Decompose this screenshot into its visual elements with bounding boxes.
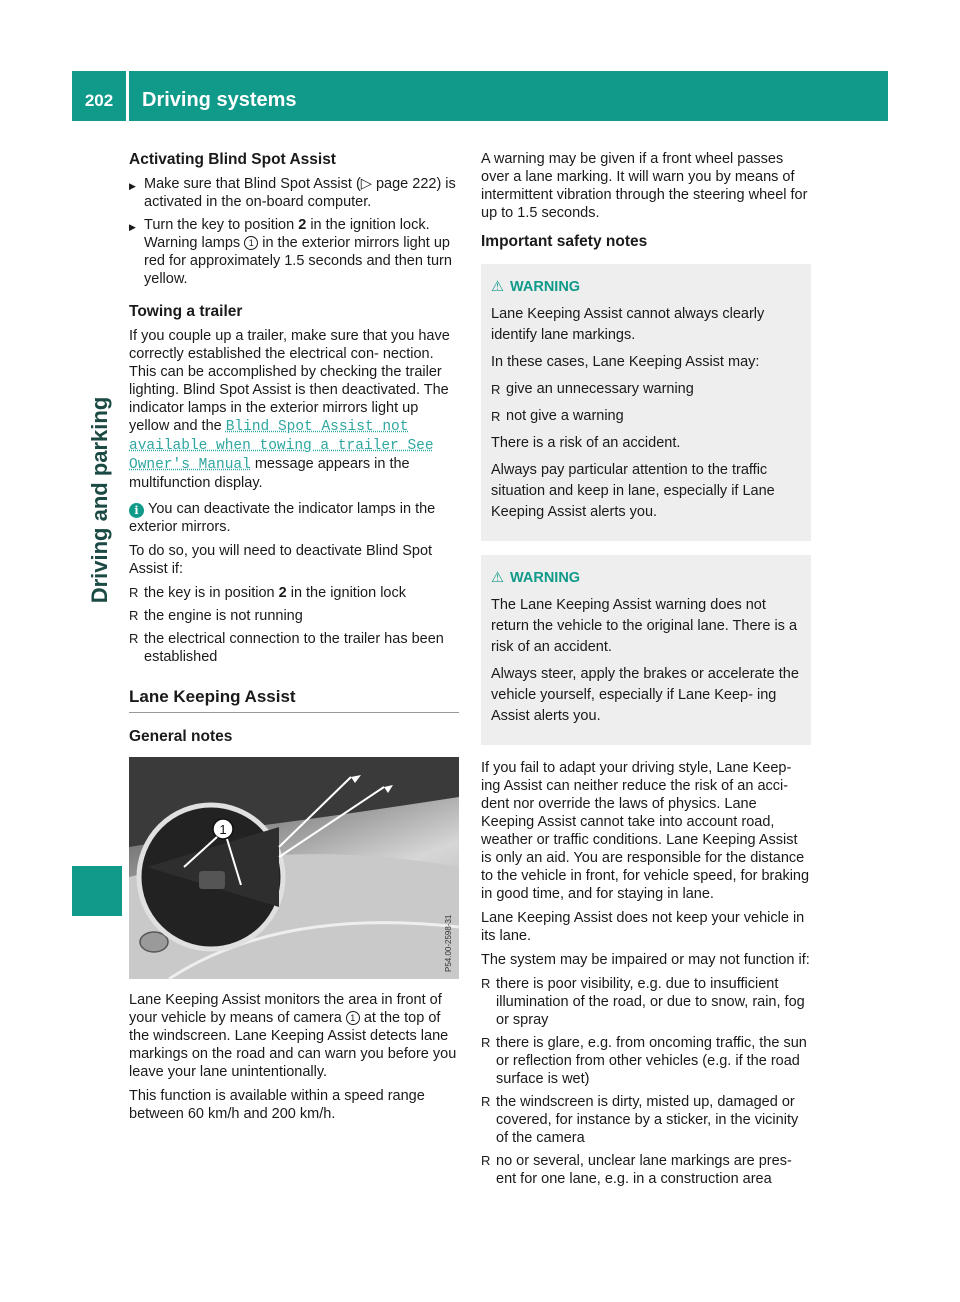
warning-box-1: [481, 264, 811, 541]
info-line-1: You can deactivate the indicator lamps in the exterior mirrors.: [129, 501, 436, 535]
warning-label: WARNING: [510, 279, 581, 295]
callout-1-icon: 1: [346, 1011, 360, 1025]
lane-heading: Lane Keeping Assist: [129, 687, 296, 706]
w2-p2: Always steer, apply the brakes or accelerate the vehicle yourself, especially if Lane Keep- ing Assist alerts you.: [491, 666, 799, 724]
step-2-text-d: in the exterior mirrors light up red for approximately 1.5 seconds and then turn yellow.: [144, 235, 452, 287]
towing-heading: Towing a trailer: [129, 303, 243, 320]
info-b3-text: the electrical connection to the trailer has been established: [144, 631, 444, 665]
condition-3: [481, 1093, 811, 1147]
w1-p2: In these cases, Lane Keeping Assist may:: [491, 354, 760, 370]
safety-heading: Important safety notes: [481, 233, 648, 250]
camera-illustration: [129, 757, 459, 979]
bullet-icon: R: [481, 1153, 491, 1168]
w2-p1: The Lane Keeping Assist warning does not return the vehicle to the original lane. There is a risk of an accident.: [491, 597, 798, 655]
info-bullet-3: [129, 630, 459, 666]
general-heading: General notes: [129, 728, 233, 745]
lane-paragraph-2: This function is available within a speed range between 60 km/h and 200 km/h.: [129, 1088, 425, 1122]
bullet-icon: R: [481, 1035, 491, 1050]
towing-paragraph: [129, 327, 459, 492]
body-3: The system may be impaired or may not function if:: [481, 952, 810, 968]
warning-label: WARNING: [510, 570, 581, 586]
step-2-position: 2: [298, 217, 307, 233]
bullet-icon: R: [481, 976, 491, 991]
chapter-tab: [80, 139, 120, 861]
warning-triangle-icon: ⚠: [491, 570, 504, 586]
info-icon: i: [129, 503, 144, 518]
camera-photo: [129, 757, 459, 979]
lane-paragraph-1: [129, 991, 459, 1081]
body-2: Lane Keeping Assist does not keep your vehicle in its lane.: [481, 910, 805, 944]
w1-bullet-2: [491, 406, 801, 427]
w1-p4: Always pay particular attention to the traffic situation and keep in lane, especially if Lane Keeping Assist alerts you.: [491, 462, 775, 520]
bullet-icon: R: [481, 1094, 491, 1109]
bullet-icon: R: [129, 631, 139, 646]
condition-3-text: the windscreen is dirty, misted up, damaged or covered, for instance by a sticker, in the vicinity of the camera: [496, 1094, 799, 1146]
towing-text-b: message appears in the multifunction display.: [129, 456, 410, 491]
info-bullet-1: [129, 584, 459, 602]
step-2-text-a: Turn the key to position: [144, 217, 299, 233]
step-2: [129, 216, 459, 288]
right-intro: A warning may be given if a front wheel passes over a lane marking. It will warn you by means of intermittent vibration through the steering wheel for up to 1.5 seconds.: [481, 151, 808, 221]
condition-1: [481, 975, 811, 1029]
section-title: Driving systems: [142, 89, 297, 111]
w1-bullet-1: [491, 379, 801, 400]
w1-p3: There is a risk of an accident.: [491, 435, 681, 451]
display-message: Blind Spot Assist not available when towing a trailer See Owner's Manual: [129, 419, 434, 473]
bullet-icon: R: [129, 608, 139, 623]
header-divider: [126, 71, 129, 121]
photo-code: P54.00-2598-31: [444, 914, 453, 972]
bullet-icon: R: [491, 409, 501, 424]
info-note: [129, 500, 459, 536]
condition-2-text: there is glare, e.g. from oncoming traffic, the sun or reflection from other vehicles (e.g. if the road surface is wet): [496, 1035, 807, 1087]
info-b2-text: the engine is not running: [144, 608, 303, 624]
page-number: 202: [84, 91, 114, 110]
warning-title-2: [491, 569, 801, 587]
w1-b2-text: not give a warning: [506, 408, 624, 424]
warning-box-2: [481, 555, 811, 745]
bullet-icon: R: [129, 585, 139, 600]
w1-b1-text: give an unnecessary warning: [506, 381, 694, 397]
condition-1-text: there is poor visibility, e.g. due to insufficient illumination of the road, or due to snow, rain, fog or spray: [496, 976, 805, 1028]
step-2-text-c: in the ignition lock. Warning lamps: [144, 217, 430, 251]
info-b1-text-c: in the ignition lock: [286, 585, 406, 601]
w1-p1: Lane Keeping Assist cannot always clearly identify lane markings.: [491, 306, 765, 343]
info-b1-text-a: the key is in position: [144, 585, 279, 601]
callout-1-icon: 1: [244, 236, 258, 250]
svg-text:1: 1: [219, 822, 227, 837]
warning-title-1: [491, 278, 801, 296]
lane-rule: [129, 712, 459, 713]
lane-text-1a: Lane Keeping Assist monitors the area in front of your vehicle by means of camera: [129, 992, 442, 1026]
lane-text-1b: at the top of the windscreen. Lane Keeping Assist detects lane markings on the road and can warn you before you leave your lane unintentionally.: [129, 1010, 457, 1080]
condition-4-text: no or several, unclear lane markings are pres- ent for one lane, e.g. in a construction area: [496, 1153, 792, 1187]
activating-heading: Activating Blind Spot Assist: [129, 151, 336, 168]
step-1: ▶ Make sure that Blind Spot Assist (▷ page 222) is activated in the on-board computer.: [129, 175, 459, 211]
bullet-icon: R: [491, 382, 501, 397]
chapter-label: Driving and parking: [87, 396, 112, 604]
warning-triangle-icon: ⚠: [491, 279, 504, 295]
right-column: [481, 150, 811, 1193]
info-line-2: To do so, you will need to deactivate Blind Spot Assist if:: [129, 543, 433, 577]
info-b1-position: 2: [278, 585, 287, 601]
body-1: If you fail to adapt your driving style, Lane Keep- ing Assist can neither reduce the risk of an acci- dent nor override the laws of physics. Lane Keeping Assist cannot take into account road, weather or traffic conditions. Lane Keeping Assist is only an aid. You are responsible for the distance to the vehicle in front, for vehicle speed, for braking in good time, and for staying in lane.: [481, 760, 810, 902]
condition-2: [481, 1034, 811, 1088]
towing-text-a: If you couple up a trailer, make sure that you have correctly established the electrical con- nection. This can be accomplished by checking the trailer lighting. Blind Spot Assist is then deactivated. The indicator lamps in the exterior mirrors light up yellow and the: [129, 328, 450, 434]
condition-4: [481, 1152, 811, 1188]
info-bullet-2: [129, 607, 459, 625]
chapter-marker: [72, 866, 122, 916]
left-column: [129, 150, 459, 1129]
